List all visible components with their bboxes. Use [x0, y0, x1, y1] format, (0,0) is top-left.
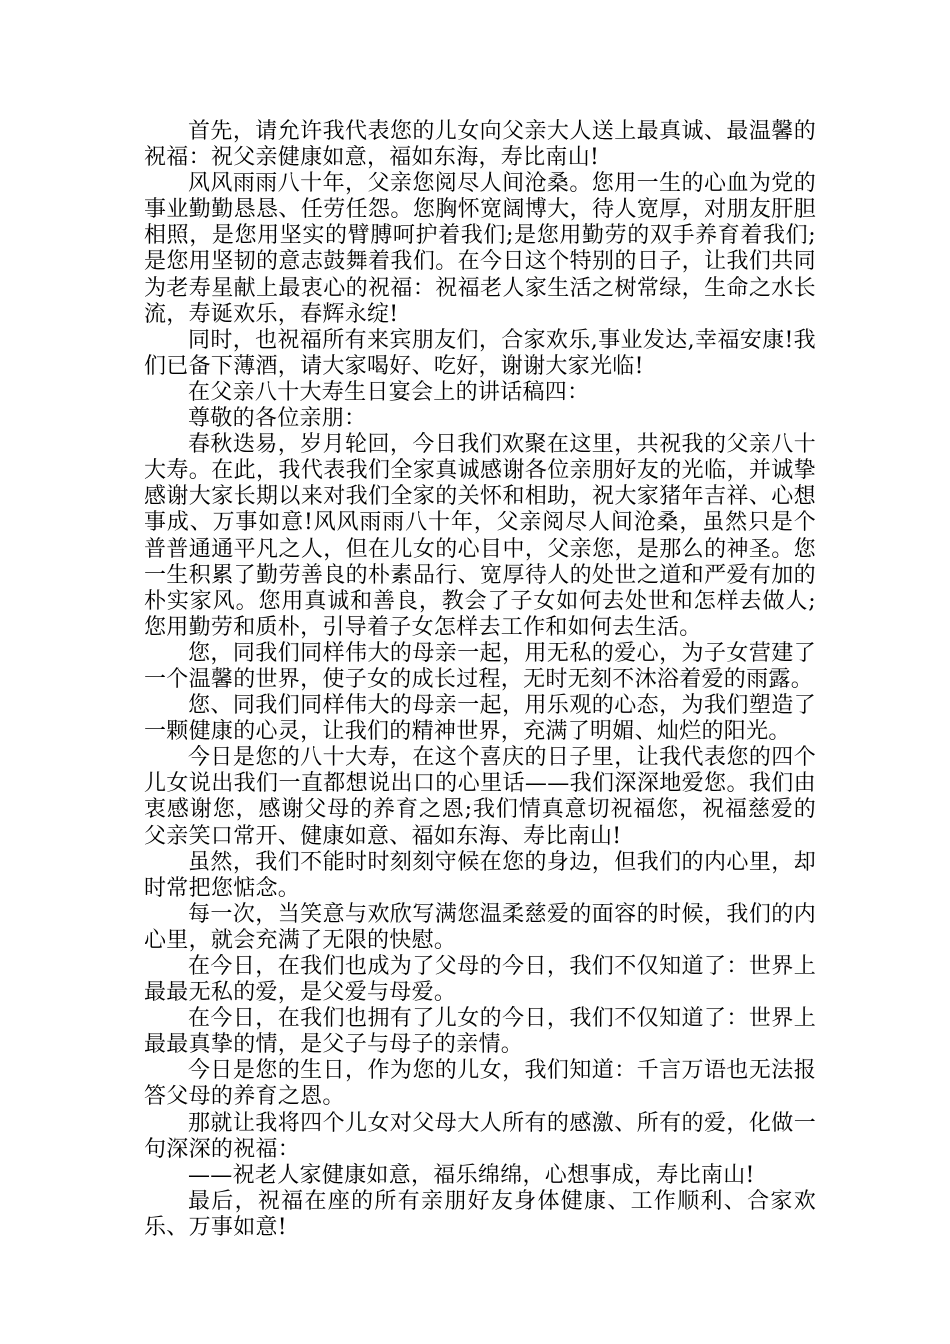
- closing-paragraph: 最后，祝福在座的所有亲朋好友身体健康、工作顺利、合家欢乐、万事如意!: [144, 1188, 816, 1240]
- document-page: [144, 119, 816, 1241]
- paragraph-7: 您，同我们同样伟大的母亲一起，用无私的爱心，为子女营建了一个温馨的世界，使子女的成长过程，无时无刻不沐浴着爱的雨露。: [144, 640, 816, 692]
- paragraph-12: 在今日，在我们也成为了父母的今日，我们不仅知道了：世界上最最无私的爱，是父爱与母爱。: [144, 954, 816, 1006]
- paragraph-8: 您、同我们同样伟大的母亲一起，用乐观的心态，为我们塑造了一颗健康的心灵，让我们的精神世界，充满了明媚、灿烂的阳光。: [144, 693, 816, 745]
- paragraph-6: 春秋迭易，岁月轮回，今日我们欢聚在这里，共祝我的父亲八十大寿。在此，我代表我们全家真诚感谢各位亲朋好友的光临，并诚挚感谢大家长期以来对我们全家的关怀和相助，祝大家猪年吉祥、心想事成、万事如意!风风雨雨八十年，父亲阅尽人间沧桑，虽然只是个普普通通平凡之人，但在儿女的心目中，父亲您，是那么的神圣。您一生积累了勤劳善良的朴素品行、宽厚待人的处世之道和严爱有加的朴实家风。您用真诚和善良，教会了子女如何去处世和怎样去做人;您用勤劳和质朴，引导着子女怎样去工作和如何去生活。: [144, 432, 816, 640]
- paragraph-14: 今日是您的生日，作为您的儿女，我们知道：千言万语也无法报答父母的养育之恩。: [144, 1058, 816, 1110]
- salutation: 尊敬的各位亲朋：: [188, 406, 367, 432]
- paragraph-3: 同时，也祝福所有来宾朋友们，合家欢乐,事业发达,幸福安康!我们已备下薄酒，请大家喝好、吃好，谢谢大家光临!: [144, 327, 816, 379]
- section-heading: 在父亲八十大寿生日宴会上的讲话稿四：: [188, 379, 590, 405]
- paragraph-9: 今日是您的八十大寿，在这个喜庆的日子里，让我代表您的四个儿女说出我们一直都想说出口的心里话——我们深深地爱您。我们由衷感谢您，感谢父母的养育之恩;我们情真意切祝福您，祝福慈爱的父亲笑口常开、健康如意、福如东海、寿比南山!: [144, 745, 816, 849]
- paragraph-2: 风风雨雨八十年，父亲您阅尽人间沧桑。您用一生的心血为党的事业勤勤恳恳、任劳任怨。您胸怀宽阔博大，待人宽厚，对朋友肝胆相照，是您用坚实的臂膊呵护着我们;是您用勤劳的双手养育着我们;是您用坚韧的意志鼓舞着我们。在今日这个特别的日子，让我们共同为老寿星献上最衷心的祝福：祝福老人家生活之树常绿，生命之水长流，寿诞欢乐，春辉永绽!: [144, 171, 816, 327]
- paragraph-10: 虽然，我们不能时时刻刻守候在您的身边，但我们的内心里，却时常把您惦念。: [144, 849, 816, 901]
- paragraph-13: 在今日，在我们也拥有了儿女的今日，我们不仅知道了：世界上最最真挚的情，是父子与母子的亲情。: [144, 1006, 816, 1058]
- paragraph-15: 那就让我将四个儿女对父母大人所有的感激、所有的爱，化做一句深深的祝福：: [144, 1110, 816, 1162]
- paragraph-16: ——祝老人家健康如意，福乐绵绵，心想事成，寿比南山!: [188, 1162, 755, 1188]
- paragraph-11: 每一次，当笑意与欢欣写满您温柔慈爱的面容的时候，我们的内心里，就会充满了无限的快慰。: [144, 901, 816, 953]
- paragraph-1: 首先，请允许我代表您的儿女向父亲大人送上最真诚、最温馨的祝福：祝父亲健康如意，福如东海，寿比南山!: [144, 119, 816, 171]
